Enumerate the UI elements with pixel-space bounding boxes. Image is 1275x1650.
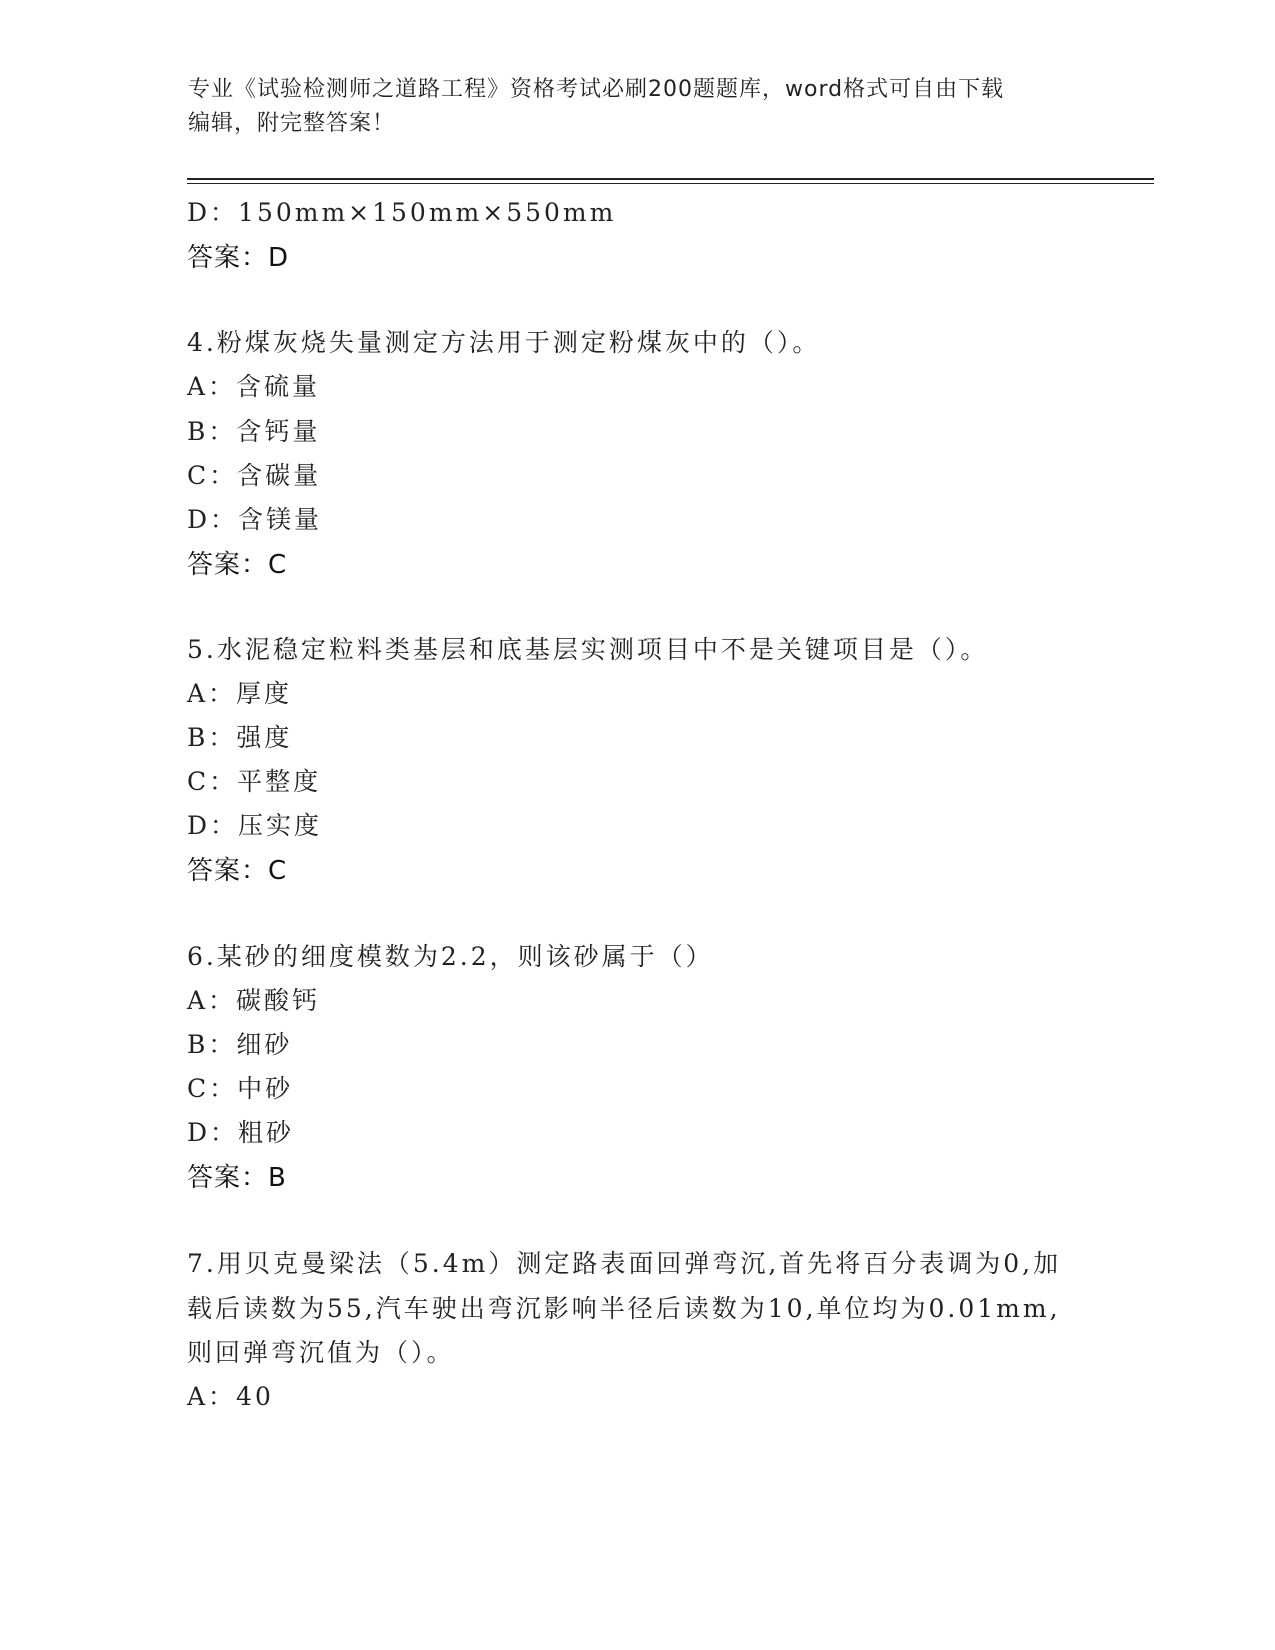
q4-stem: 4.粉煤灰烧失量测定方法用于测定粉煤灰中的（）。 xyxy=(187,328,821,357)
q4-option-a: A：含硫量 xyxy=(187,372,321,401)
q4-option-d: D：含镁量 xyxy=(187,505,323,534)
q7-stem-line-1: 7.用贝克曼梁法（5.4m）测定路表面回弹弯沉,首先将百分表调为0,加 xyxy=(187,1249,1062,1278)
q6-stem: 6.某砂的细度模数为2.2，则该砂属于（） xyxy=(187,942,714,971)
q3-answer: 答案：D xyxy=(187,243,290,273)
q7-option-a: A：40 xyxy=(187,1382,274,1411)
q5-option-a: A：厚度 xyxy=(187,679,293,708)
q5-option-d: D：压实度 xyxy=(187,811,323,840)
document-header xyxy=(188,73,1068,141)
q5-option-c: C：平整度 xyxy=(187,767,322,796)
q6-option-d: D：粗砂 xyxy=(187,1118,295,1147)
q5-answer: 答案：C xyxy=(187,856,288,886)
q5-option-b: B：强度 xyxy=(187,723,293,752)
q4-option-c: C：含碳量 xyxy=(187,461,322,490)
header-divider-thick xyxy=(187,178,1154,180)
q6-option-b: B：细砂 xyxy=(187,1030,293,1059)
header-divider-thin xyxy=(187,183,1154,184)
q5-stem: 5.水泥稳定粒料类基层和底基层实测项目中不是关键项目是（）。 xyxy=(187,635,989,664)
header-title-line-2: 编辑，附完整答案！ xyxy=(188,111,396,136)
q6-answer: 答案：B xyxy=(187,1163,287,1193)
q6-option-a: A：碳酸钙 xyxy=(187,986,321,1015)
q7-stem-line-2: 载后读数为55,汽车驶出弯沉影响半径后读数为10,单位均为0.01mm, xyxy=(187,1294,1061,1323)
q4-answer: 答案：C xyxy=(187,550,288,580)
q3-option-d: D：150mm×150mm×550mm xyxy=(187,198,617,227)
q6-option-c: C：中砂 xyxy=(187,1074,294,1103)
q4-option-b: B：含钙量 xyxy=(187,417,321,446)
q7-stem-line-3: 则回弹弯沉值为（）。 xyxy=(187,1338,455,1367)
header-title-line-1: 专业《试验检测师之道路工程》资格考试必刷200题题库，word格式可自由下载 xyxy=(188,77,1005,102)
